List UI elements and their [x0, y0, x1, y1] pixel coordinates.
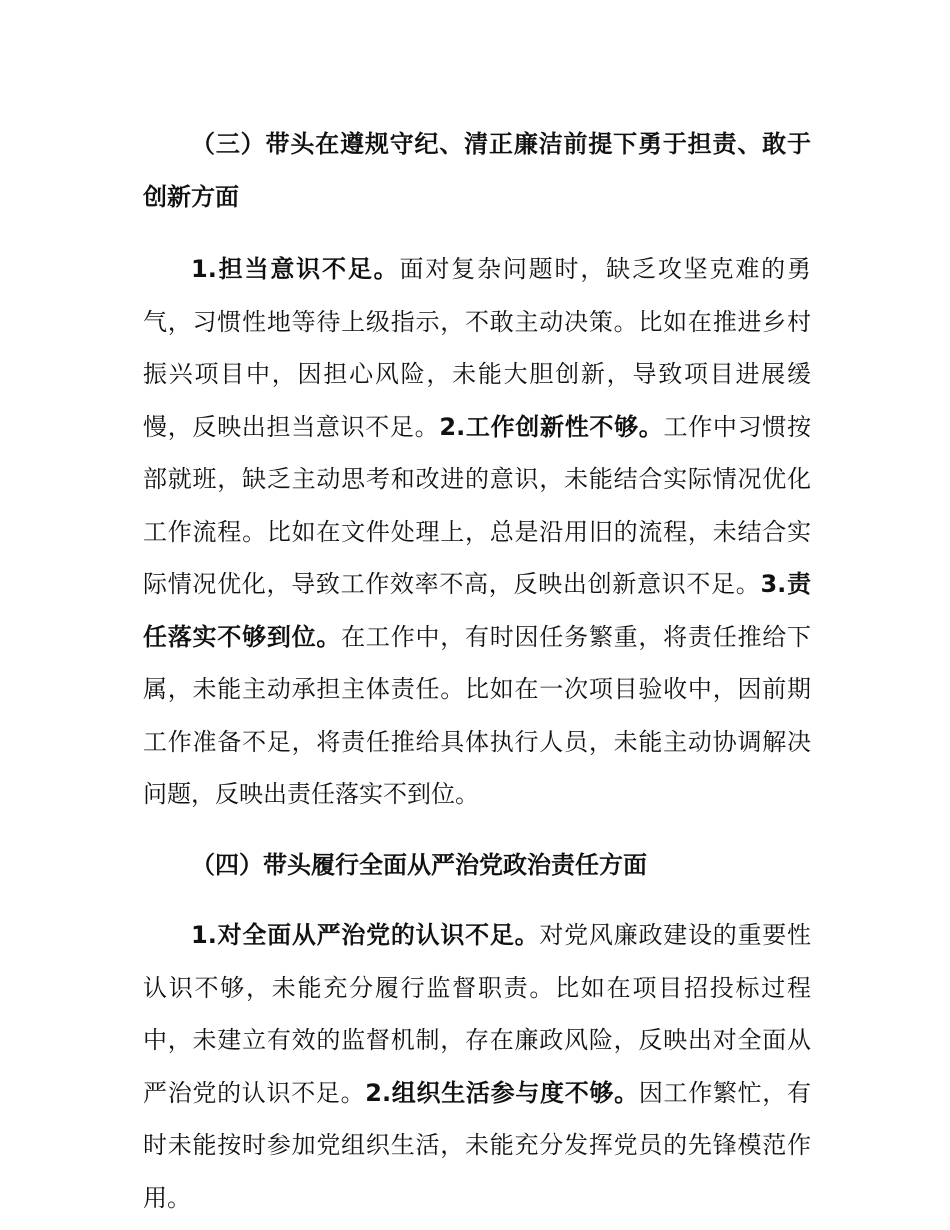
section-3-heading: （三）带头在遵规守纪、清正廉洁前提下勇于担责、敢于创新方面	[143, 130, 811, 211]
item-body: 工作中习惯按部就班，缺乏主动思考和改进的意识，未能结合实际情况优化工作流程。比如在文件处理上，总是沿用旧的流程，未结合实际情况优化，导致工作效率不高，反映出创新意识不足。	[143, 412, 811, 598]
item-body: 对党风廉政建设的重要性认识不够，未能充分履行监督职责。比如在项目招投标过程中，未建立有效的监督机制，存在廉政风险，反映出对全面从严治党的认识不足。	[143, 921, 811, 1107]
item-body: 面对复杂问题时，缺乏攻坚克难的勇气，习惯性地等待上级指示，不敢主动决策。比如在推进乡村振兴项目中，因担心风险，未能大胆创新，导致项目进展缓慢，反映出担当意识不足。	[143, 255, 811, 441]
item-title: 2.工作创新性不够。	[439, 412, 664, 441]
section-4-paragraph	[143, 909, 811, 1224]
item-title: 1.对全面从严治党的认识不足。	[191, 921, 540, 949]
document-body	[143, 118, 811, 1224]
item-body: 因工作繁忙，有时未能按时参加党组织生活，未能充分发挥党员的先锋模范作用。	[143, 1078, 812, 1212]
item-title: 1.担当意识不足。	[191, 255, 400, 283]
section-3-paragraph	[143, 243, 811, 821]
item-title: 3.责任落实不够到位。	[143, 570, 811, 651]
item-body: 在工作中，有时因任务繁重，将责任推给下属，未能主动承担主体责任。比如在一次项目验收中，因前期工作准备不足，将责任推给具体执行人员，未能主动协调解决问题，反映出责任落实不到位。	[143, 622, 812, 808]
section-4-heading: （四）带头履行全面从严治党政治责任方面	[191, 850, 647, 879]
item-title: 2.组织生活参与度不够。	[365, 1078, 639, 1107]
